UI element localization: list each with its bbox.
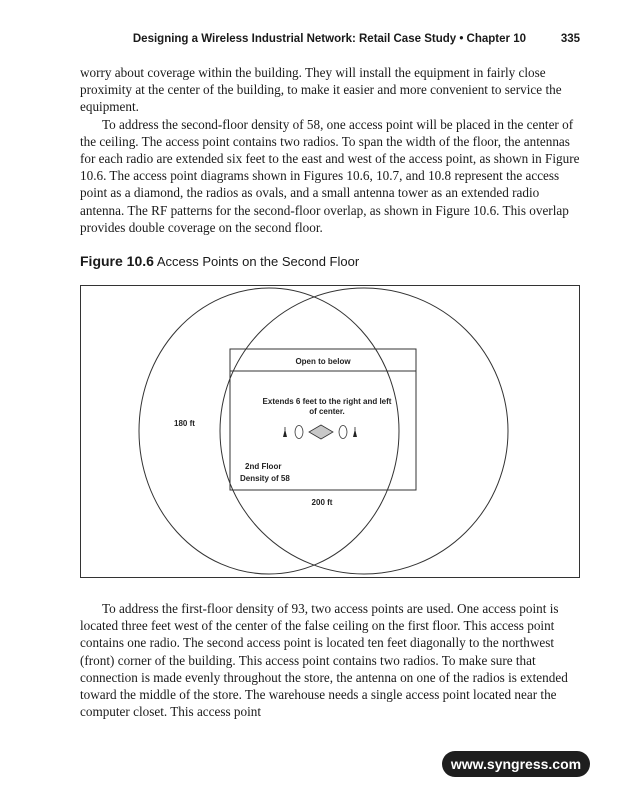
page-number: 335 <box>560 33 580 45</box>
paragraph: To address the first-floor density of 93, two access points are used. One access point is located three feet west of the center of the false ceiling on the first floor. This access point contains one radio. The second access point is located ten feet diagonally to the northwest (front) corner of the building. This access point contains two radios. To make sure that connection is made evenly throughout the store, the antenna on one of the radios is extended toward the middle of the store. The warehouse needs a single access point located near the computer closet. This access point <box>80 601 568 720</box>
figure-title: Access Points on the Second Floor <box>156 254 360 269</box>
antenna-tower-icon-right <box>353 427 357 437</box>
width-200-label: 200 ft <box>311 498 333 507</box>
rf-coverage-circle-right <box>220 288 508 574</box>
extends-label-line-1: Extends 6 feet to the right and left <box>262 397 392 406</box>
footer-url-link[interactable]: www.syngress.com <box>450 756 582 772</box>
floor-label-line-2: Density of 58 <box>240 474 290 483</box>
coverage-diagram <box>81 286 581 579</box>
figure-caption <box>80 253 580 269</box>
figure-label: Figure 10.6 <box>80 253 154 269</box>
antenna-tower-icon-left <box>283 427 287 437</box>
paragraph: To address the second-floor density of 58, one access point will be placed in the center of the ceiling. The access point contains two radios. To span the width of the floor, the antennas for each radio are extended six feet to the east and west of the access point, as shown in Figure 10.6. The access point diagrams shown in Figures 10.6, 10.7, and 10.8 represent the access point as a diamond, the radios as ovals, and a small antenna tower as an extended radio antenna. The RF patterns for the second-floor overlap, as shown in Figure 10.6. This overlap provides double coverage on the second floor. <box>80 116 580 235</box>
floor-label-line-1: 2nd Floor <box>245 462 282 471</box>
access-point-diamond-icon <box>309 425 333 439</box>
extends-label-line-2: of center. <box>309 407 345 416</box>
rf-coverage-circle-left <box>139 288 399 574</box>
radio-oval-icon-left <box>295 426 303 439</box>
paragraph: worry about coverage within the building. They will install the equipment in fairly close proximity at the center of the building, to make it easier and more convenient to service the equipment. <box>80 65 562 115</box>
open-to-below-label: Open to below <box>295 357 351 366</box>
running-header <box>80 33 580 49</box>
radio-oval-icon-right <box>339 426 347 439</box>
footer-url-badge[interactable] <box>442 751 590 777</box>
body-text-top <box>80 64 580 236</box>
body-text-bottom <box>80 600 580 720</box>
chapter-title: Designing a Wireless Industrial Network: Retail Case Study • Chapter 10 <box>132 33 526 45</box>
figure-diagram <box>80 285 580 578</box>
width-180-label: 180 ft <box>174 419 195 428</box>
